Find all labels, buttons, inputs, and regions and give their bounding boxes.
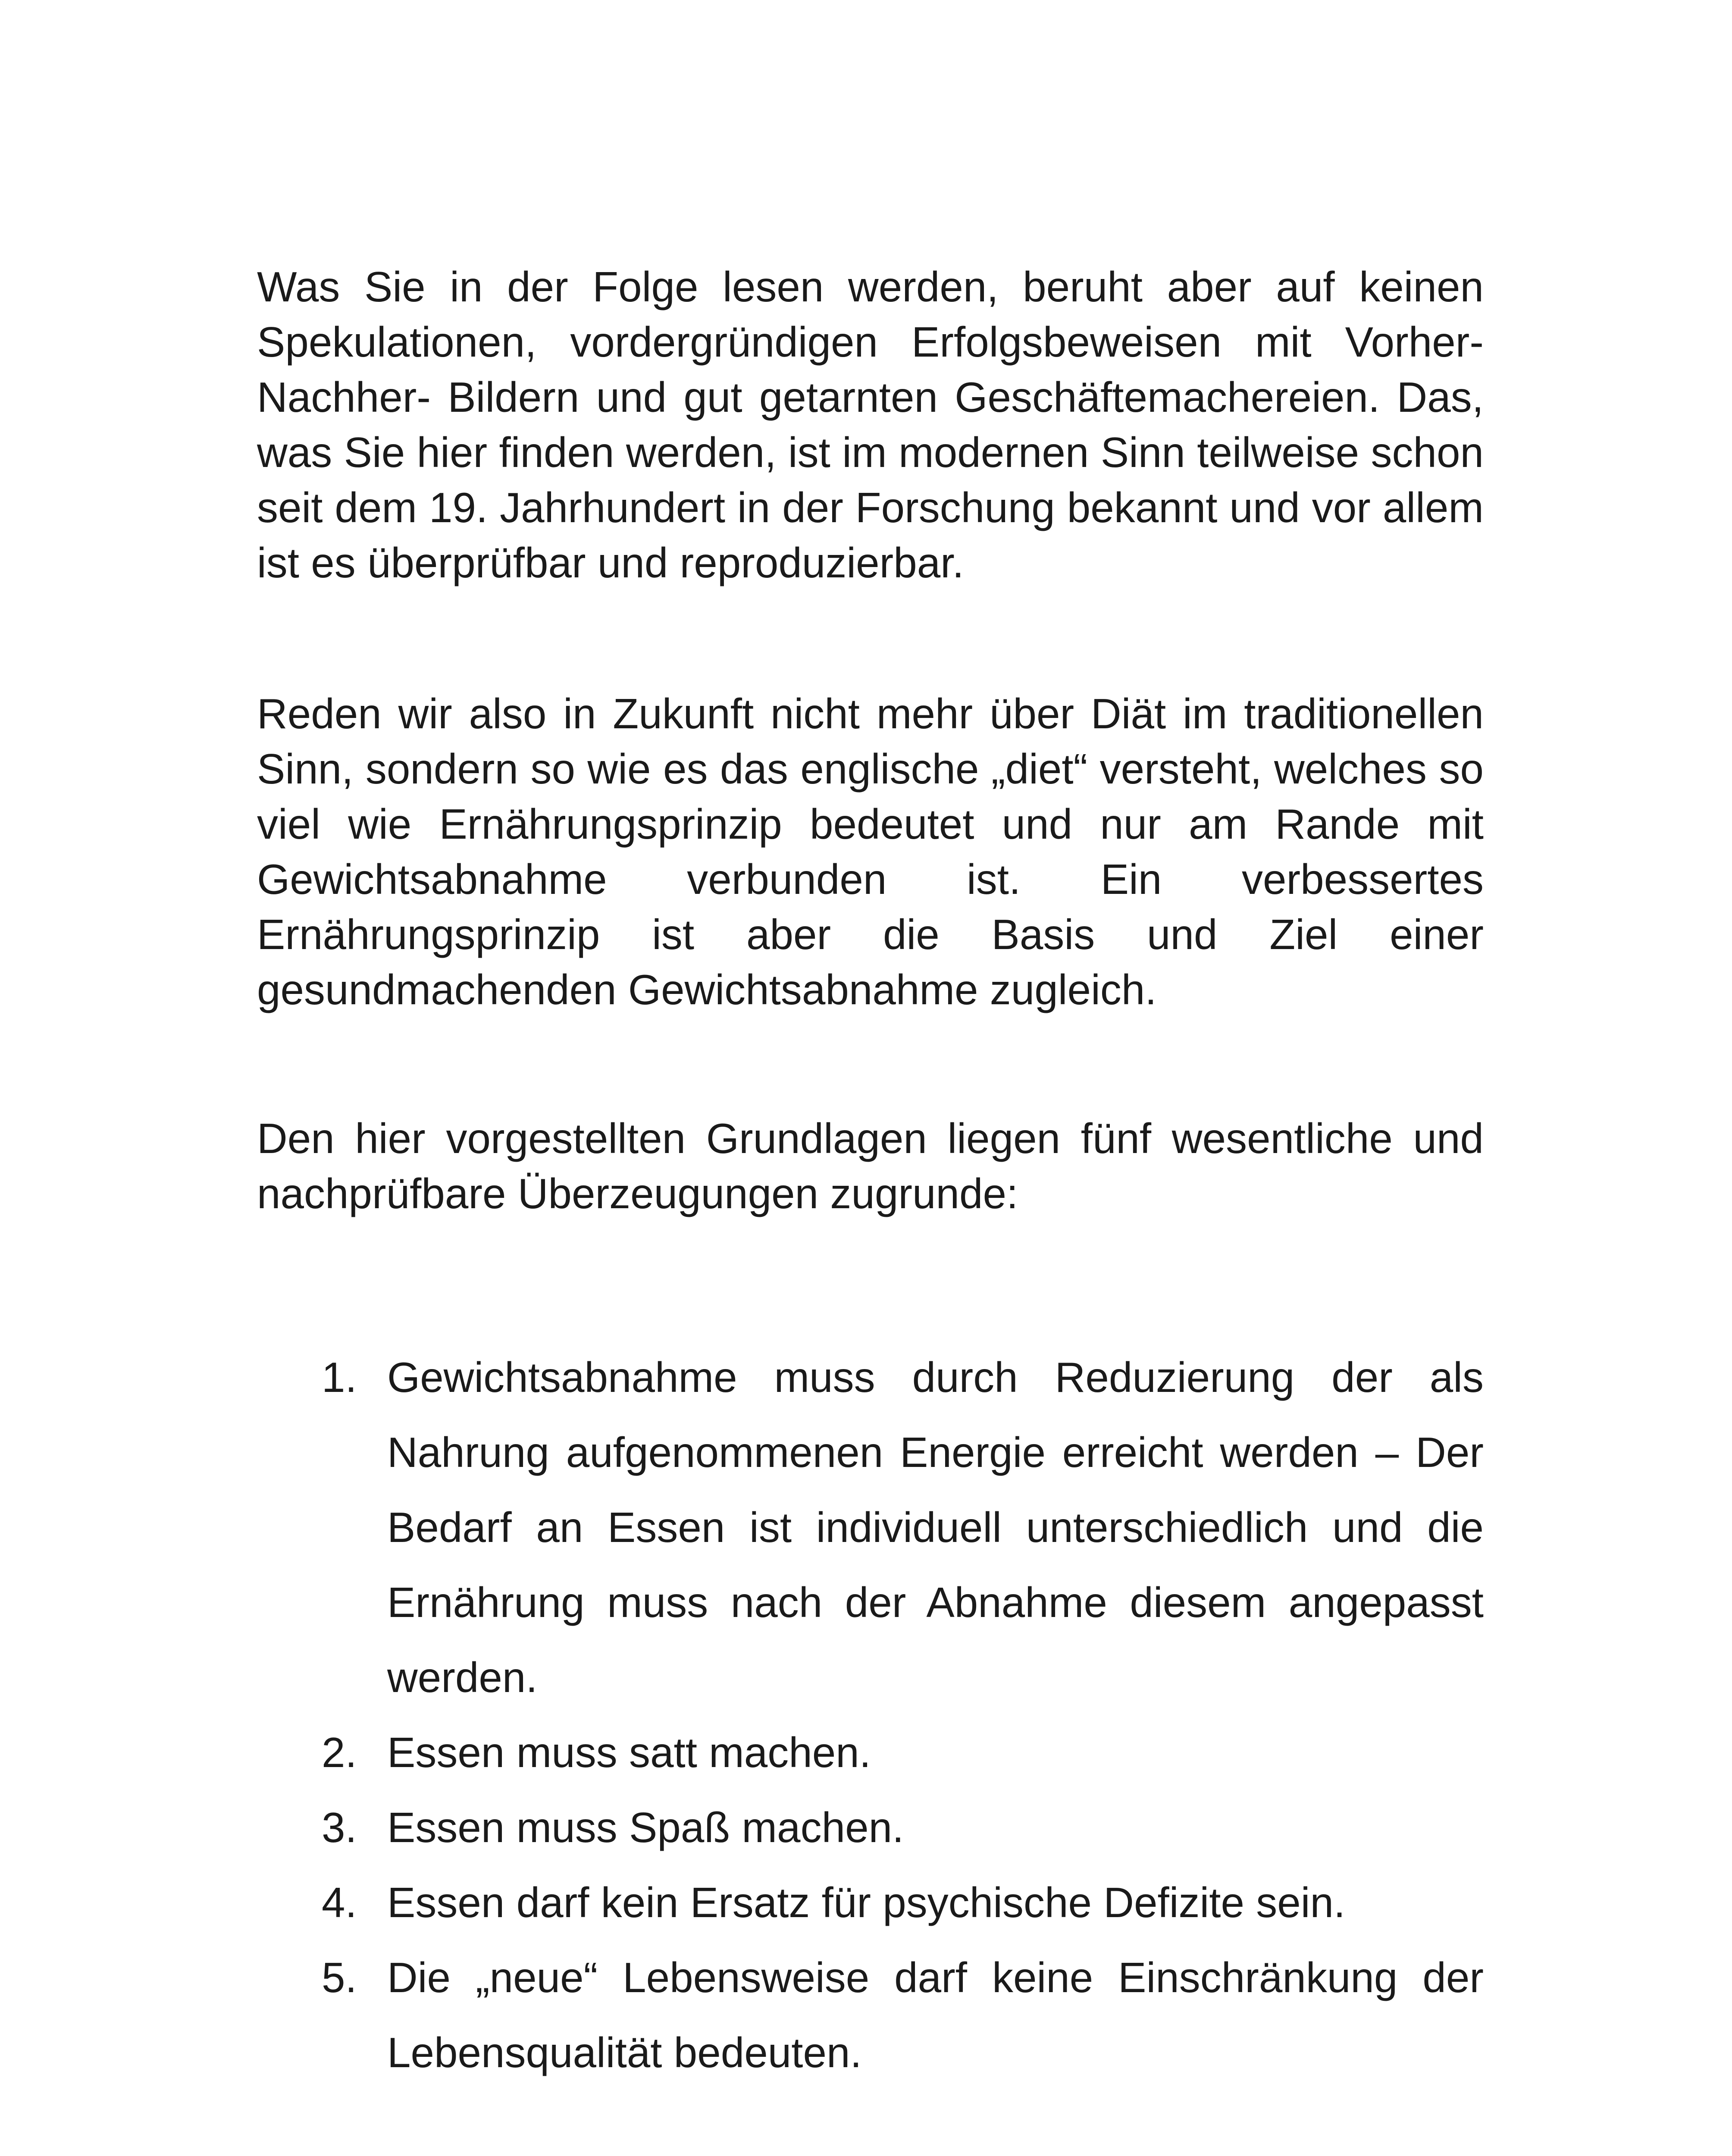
list-item-text: Gewichtsabnahme muss durch Reduzierung der als Nahrung aufgenommenen Energie erreicht werden – Der Bedarf an Essen ist individuell unterschiedlich und die Ernährung muss nach der Abnahme diesem angepasst werden.	[387, 1354, 1484, 1701]
paragraph-3: Den hier vorgestellten Grundlagen liegen fünf wesentliche und nachprüfbare Überzeugungen zugrunde:	[257, 1115, 1484, 1217]
list-item-text: Essen muss satt machen.	[387, 1729, 871, 1776]
list-item-text: Die „neue“ Lebensweise darf keine Einschränkung der Lebensqualität bedeuten.	[387, 1954, 1484, 2076]
list-item-number: 4.	[322, 1879, 357, 1926]
list-item	[257, 1790, 1484, 1865]
list-item-number: 1.	[322, 1354, 357, 1401]
list-item-text: Essen darf kein Ersatz für psychische Defizite sein.	[387, 1879, 1346, 1926]
list-item	[257, 1865, 1484, 1940]
list-item	[257, 1715, 1484, 1790]
list-item-text: Essen muss Spaß machen.	[387, 1804, 904, 1851]
convictions-list	[257, 1340, 1484, 2090]
list-item-number: 3.	[322, 1804, 357, 1851]
list-item	[257, 1340, 1484, 1715]
list-item-number: 5.	[322, 1954, 357, 2001]
paragraph-2: Reden wir also in Zukunft nicht mehr über Diät im traditionellen Sinn, sondern so wie es das englische „diet“ versteht, welches so viel wie Ernährungsprinzip bedeutet und nur am Rande mit Gewichtsabnahme verbunden ist. Ein verbessertes Ernährungsprinzip ist aber die Basis und Ziel einer gesundmachenden Gewichtsabnahme zugleich.	[257, 690, 1484, 1013]
paragraph-1: Was Sie in der Folge lesen werden, beruht aber auf keinen Spekulationen, vordergründigen Erfolgsbeweisen mit Vorher-Nachher- Bildern und gut getarnten Geschäftemachereien. Das, was Sie hier finden werden, ist im modernen Sinn teilweise schon seit dem 19. Jahrhundert in der Forschung bekannt und vor allem ist es überprüfbar und reproduzierbar.	[257, 263, 1484, 586]
list-item-number: 2.	[322, 1729, 357, 1776]
list-item	[257, 1940, 1484, 2090]
